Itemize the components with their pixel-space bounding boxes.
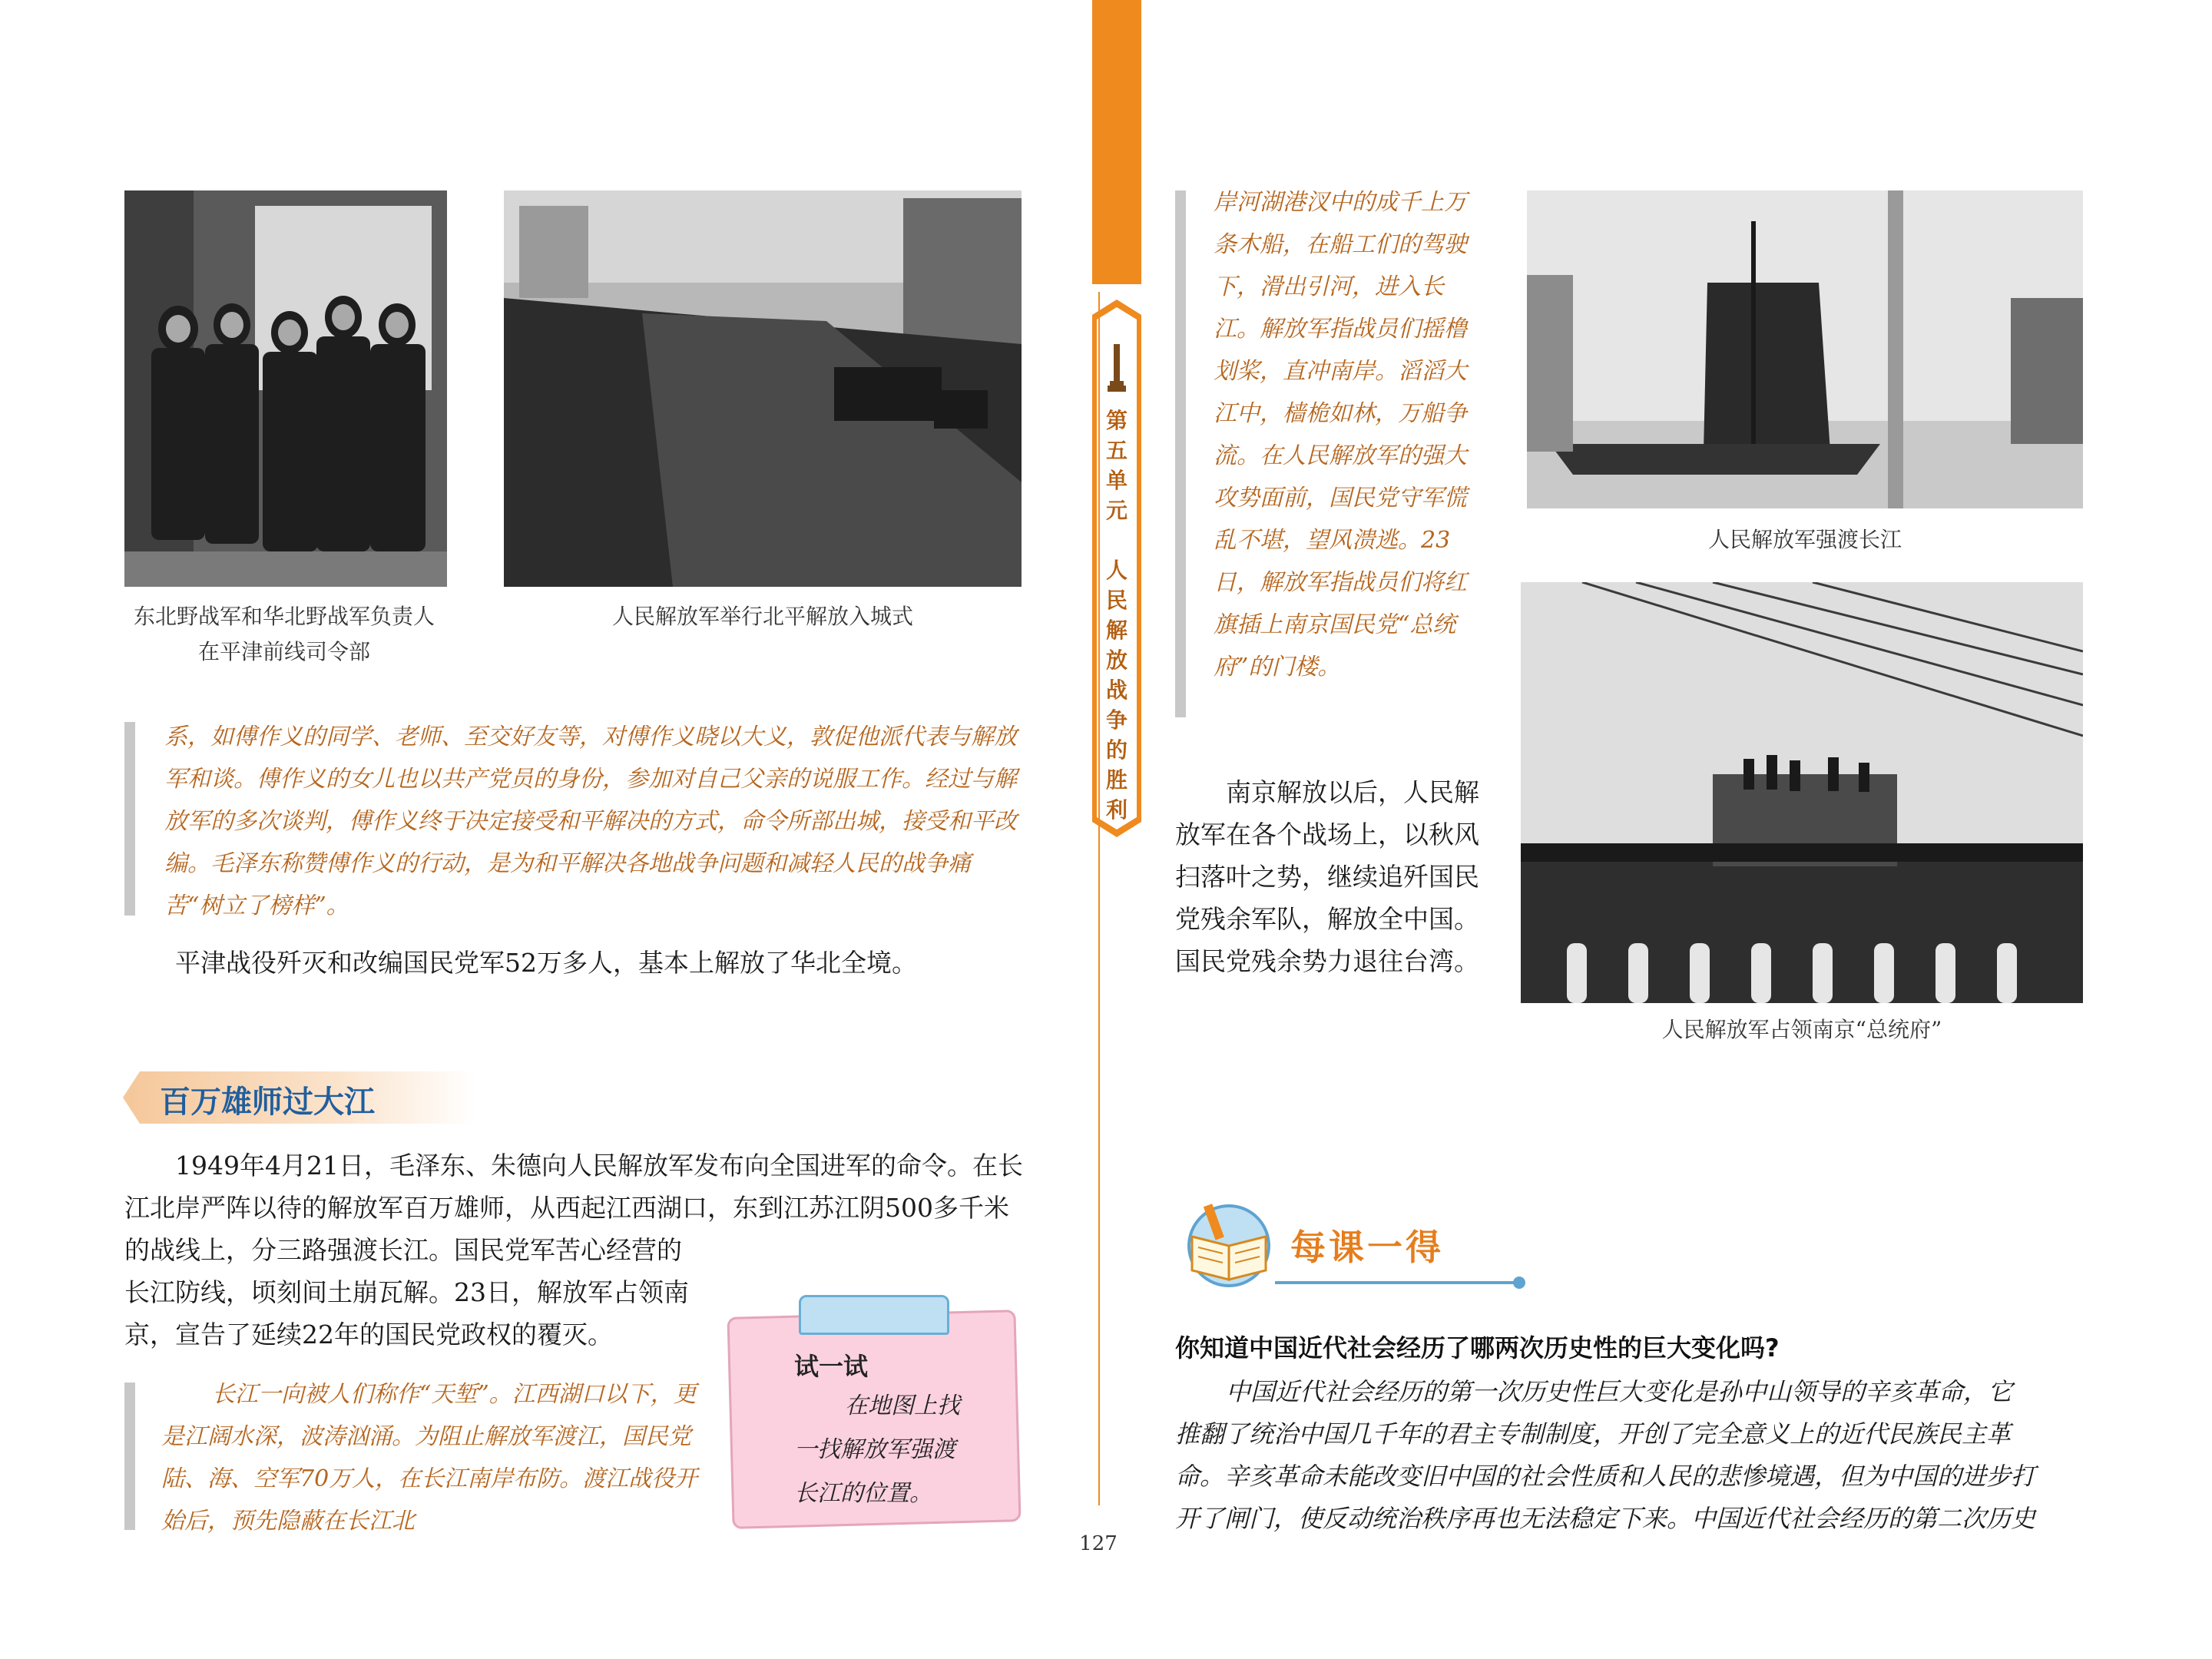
paragraph-line: 京，宣告了延续22年的国民党政权的覆灭。	[124, 1320, 613, 1349]
underline-dot	[1513, 1277, 1525, 1289]
section-heading	[123, 1071, 476, 1124]
summary-text: 平津战役歼灭和改编国民党军52万多人，基本上解放了华北全境。	[175, 948, 917, 978]
sticky-line: 长江的位置。	[794, 1480, 932, 1507]
heping-note: 系，如傅作义的同学、老师、至交好友等，对傅作义晓以大义，敦促他派代表与解放军和谈。傅作义的女儿也以共产党员的身份，参加对自己父亲的说服工作。经过与解放军的多次谈判，傅作义终于决定接受和平解决的方式，命令所部出城，接受和平改编。毛泽东称赞傅作义的行动，是为和平解决各地战争问题和减轻人民的战争痛苦“树立了榜样”。	[164, 724, 1017, 919]
caption-line: 在平津前线司令部	[197, 639, 370, 664]
spine-char: 利	[1105, 797, 1128, 823]
paragraph-line: 长江防线，顷刻间土崩瓦解。23日，解放军占领南	[124, 1277, 689, 1307]
sticky-line: 一找解放军强渡	[794, 1436, 955, 1463]
spine-char: 民	[1105, 588, 1128, 613]
yangtze-crossing-photo	[1527, 190, 2083, 508]
crossing-note: 岸河湖港汊中的成千上万条木船，在船工们的驾驶下，滑出引河，进入长江。解放军指战员们摇橹划桨，直冲南岸。滔滔大江中，樯桅如林，万船争流。在人民解放军的强大攻势面前，国民党守军慌乱不堪，望风溃逃。23日，解放军指战员们将红旗插上南京国民党“总统府”的门楼。	[1214, 189, 1467, 680]
sticky-title: 试一试	[794, 1352, 869, 1381]
beiping-parade-photo	[504, 190, 1022, 587]
heading-underline	[1275, 1281, 1521, 1284]
answer-line: 推翻了统治中国几千年的君主专制制度，开创了完全意义上的近代民族民主革	[1175, 1419, 2012, 1449]
spine-char: 放	[1105, 647, 1128, 673]
commanders-photo	[124, 190, 447, 587]
try-it-sticky-note	[730, 1298, 1014, 1521]
spine-char: 争	[1105, 707, 1128, 733]
answer-line: 中国近代社会经历的第一次历史性巨大变化是孙中山领导的辛亥革命，它	[1226, 1377, 2013, 1406]
monument-icon	[1107, 343, 1127, 393]
spine-char: 第	[1105, 408, 1128, 433]
sticky-line: 在地图上找	[845, 1392, 960, 1419]
clipboard-clip-icon	[799, 1295, 949, 1335]
sticky-text	[794, 1384, 1002, 1515]
answer-line: 命。辛亥革命未能改变旧中国的社会性质和人民的悲惨境遇，但为中国的进步打	[1175, 1462, 2036, 1491]
note-bar	[1175, 190, 1186, 717]
spine-char: 的	[1105, 737, 1128, 763]
nanjing-liberation-paragraph: 南京解放以后，人民解放军在各个战场上，以秋风扫落叶之势，继续追歼国民党残余军队，解放全中国。国民党残余势力退往台湾。	[1175, 777, 1479, 976]
beiping-parade-caption: 人民解放军举行北平解放入城式	[611, 604, 913, 629]
commanders-photo-caption	[115, 599, 453, 670]
lesson-title: 每课一得	[1290, 1227, 1444, 1268]
lesson-takeaway-heading	[1175, 1198, 1536, 1290]
spine-char: 解	[1105, 618, 1128, 643]
spine-orange-band	[1092, 0, 1141, 284]
spine-char: 战	[1105, 677, 1128, 703]
tianqian-note: 长江一向被人们称作“天堑”。江西湖口以下，更是江阔水深，波涛汹涌。为阻止解放军渡江，国民党陆、海、空军70万人，在长江南岸布防。渡江战役开始后，预先隐蔽在长江北	[161, 1381, 698, 1535]
page-number: 127	[1079, 1532, 1118, 1555]
pingjin-summary	[124, 942, 1023, 984]
note-bar	[124, 722, 135, 916]
spine-divider-line	[1098, 292, 1100, 1505]
spine-char: 胜	[1105, 767, 1128, 793]
caption-line: 东北野战军和华北野战军负责人	[133, 604, 435, 629]
spine-char: 元	[1105, 498, 1128, 523]
spine-char: 五	[1105, 438, 1128, 463]
presidential-palace-caption: 人民解放军占领南京“总统府”	[1661, 1017, 1942, 1042]
yangtze-crossing-caption: 人民解放军强渡长江	[1707, 527, 1902, 552]
section-title: 百万雄师过大江	[160, 1084, 375, 1120]
spine-char	[1100, 525, 1134, 555]
spine-char: 人	[1105, 558, 1128, 583]
paragraph-line: 的战线上，分三路强渡长江。国民党军苦心经营的	[124, 1235, 682, 1265]
unit-title-vertical	[1100, 406, 1134, 825]
paragraph-line: 1949年4月21日，毛泽东、朱德向人民解放军发布向全国进军的命令。在长	[175, 1151, 1023, 1181]
answer-line: 开了闸门，使反动统治秩序再也无法稳定下来。中国近代社会经历的第二次历史	[1175, 1504, 2036, 1533]
paragraph-line: 江北岸严阵以待的解放军百万雄师，从西起江西湖口，东到江苏江阴500多千米	[124, 1193, 1009, 1223]
open-book-pencil-icon	[1175, 1198, 1283, 1290]
note-bar	[124, 1382, 135, 1530]
lesson-question: 你知道中国近代社会经历了哪两次历史性的巨大变化吗?	[1175, 1333, 1780, 1363]
lesson-answer	[1175, 1371, 2089, 1540]
spine-char: 单	[1105, 468, 1128, 493]
presidential-palace-photo	[1521, 582, 2083, 1003]
